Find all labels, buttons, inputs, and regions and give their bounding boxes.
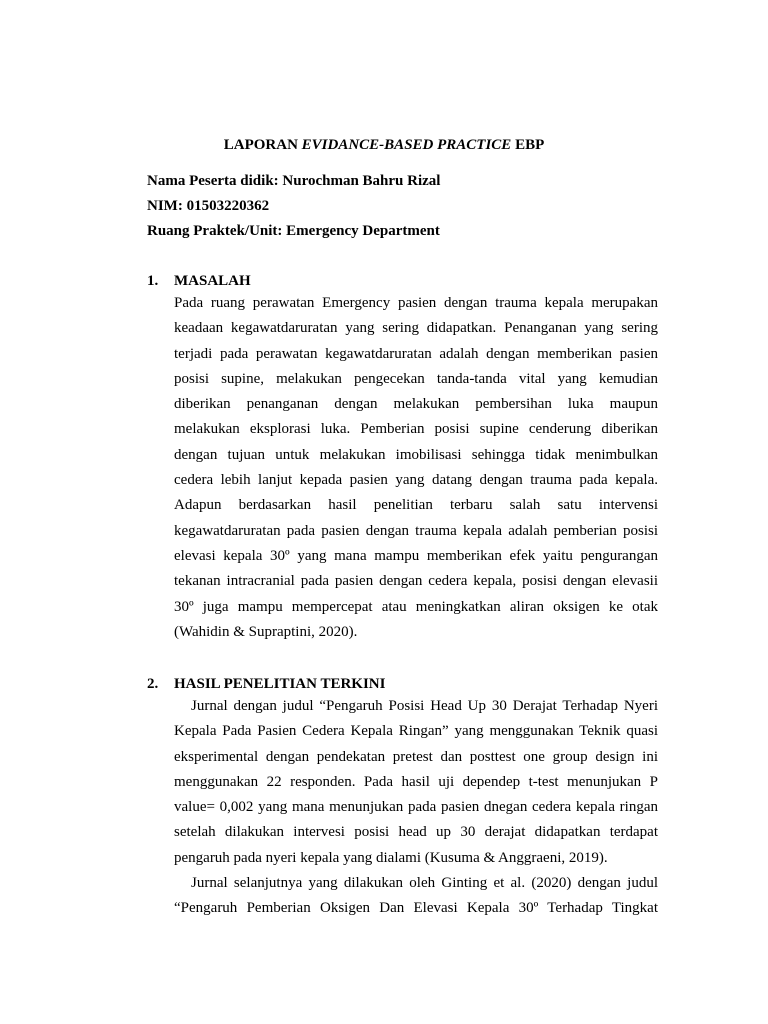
paragraph-line: dengan tujuan untuk melakukan imobilisasi sehingga tidak menimbulkan — [174, 446, 658, 463]
title-suffix: EBP — [511, 137, 545, 153]
paragraph-line: melakukan eksplorasi luka. Pemberian posisi supine cenderung diberikan — [174, 421, 658, 438]
paragraph-line: Pada ruang perawatan Emergency pasien dengan trauma kepala merupakan — [174, 295, 658, 311]
paragraph-line: kegawatdaruratan pada pasien dengan trauma kepala adalah pemberian posisi — [174, 522, 658, 539]
student-name: Nama Peserta didik: Nurochman Bahru Rizal — [147, 173, 441, 189]
section-heading-hasil-penelitian — [147, 675, 385, 693]
section-title: MASALAH — [174, 273, 251, 289]
paragraph-line: (Wahidin & Supraptini, 2020). — [174, 623, 358, 640]
paragraph-line: Jurnal selanjutnya yang dilakukan oleh Ginting et al. (2020) dengan judul — [191, 875, 658, 892]
document-title — [0, 136, 768, 154]
paragraph-line: elevasi kepala 30º yang mana mampu memberikan efek yaitu pengurangan — [174, 547, 658, 564]
paragraph-line: eksperimental dengan pendekatan pretest dan posttest one group design ini — [174, 748, 658, 765]
section-number: 1. — [147, 273, 159, 289]
paragraph-line: cedera lebih lanjut kepada pasien yang datang dengan trauma pada kepala. — [174, 472, 658, 489]
paragraph-line: tekanan intracranial pada pasien dengan cedera kepala, posisi dengan elevasii — [174, 573, 658, 590]
section-number: 2. — [147, 676, 159, 692]
section-title: HASIL PENELITIAN TERKINI — [174, 676, 386, 692]
section-heading-masalah — [147, 272, 251, 290]
paragraph-line: pengaruh pada nyeri kepala yang dialami (Kusuma & Anggraeni, 2019). — [174, 849, 608, 866]
student-nim: NIM: 01503220362 — [147, 198, 270, 214]
paragraph-line: menggunakan 22 responden. Pada hasil uji dependep t-test menunjukan P — [174, 773, 658, 790]
paragraph-line: Kepala Pada Pasien Cedera Kepala Ringan” yang menggunakan Teknik quasi — [174, 723, 658, 740]
paragraph-line: Jurnal dengan judul “Pengaruh Posisi Head Up 30 Derajat Terhadap Nyeri — [191, 698, 658, 714]
paragraph-line: 30º juga mampu mempercepat atau meningkatkan aliran oksigen ke otak — [174, 598, 658, 615]
paragraph-line: “Pengaruh Pemberian Oksigen Dan Elevasi Kepala 30º Terhadap Tingkat — [174, 900, 658, 917]
title-prefix: LAPORAN — [223, 137, 302, 153]
practice-unit: Ruang Praktek/Unit: Emergency Department — [147, 223, 440, 239]
section-body-masalah — [174, 291, 658, 645]
paragraph-line: posisi supine, melakukan pengecekan tanda-tanda vital yang kemudian — [174, 370, 658, 387]
paragraph-line: value= 0,002 yang mana menunjukan pada pasien dnegan cedera kepala ringan — [174, 799, 658, 816]
paragraph-line: diberikan penanganan dengan melakukan pembersihan luka maupun — [174, 396, 658, 413]
title-italic: EVIDANCE-BASED PRACTICE — [301, 137, 512, 153]
paragraph-line: setelah dilakukan intervesi posisi head up 30 derajat didapatkan terdapat — [174, 824, 658, 841]
section-body-hasil-penelitian — [174, 694, 658, 922]
paragraph-line: keadaan kegawatdaruratan yang sering didapatkan. Penanganan yang sering — [174, 320, 658, 337]
paragraph-line: terjadi pada perawatan kegawatdaruratan adalah dengan memberikan pasien — [174, 345, 658, 362]
paragraph-line: Adapun berdasarkan hasil penelitian terbaru salah satu intervensi — [174, 497, 658, 514]
